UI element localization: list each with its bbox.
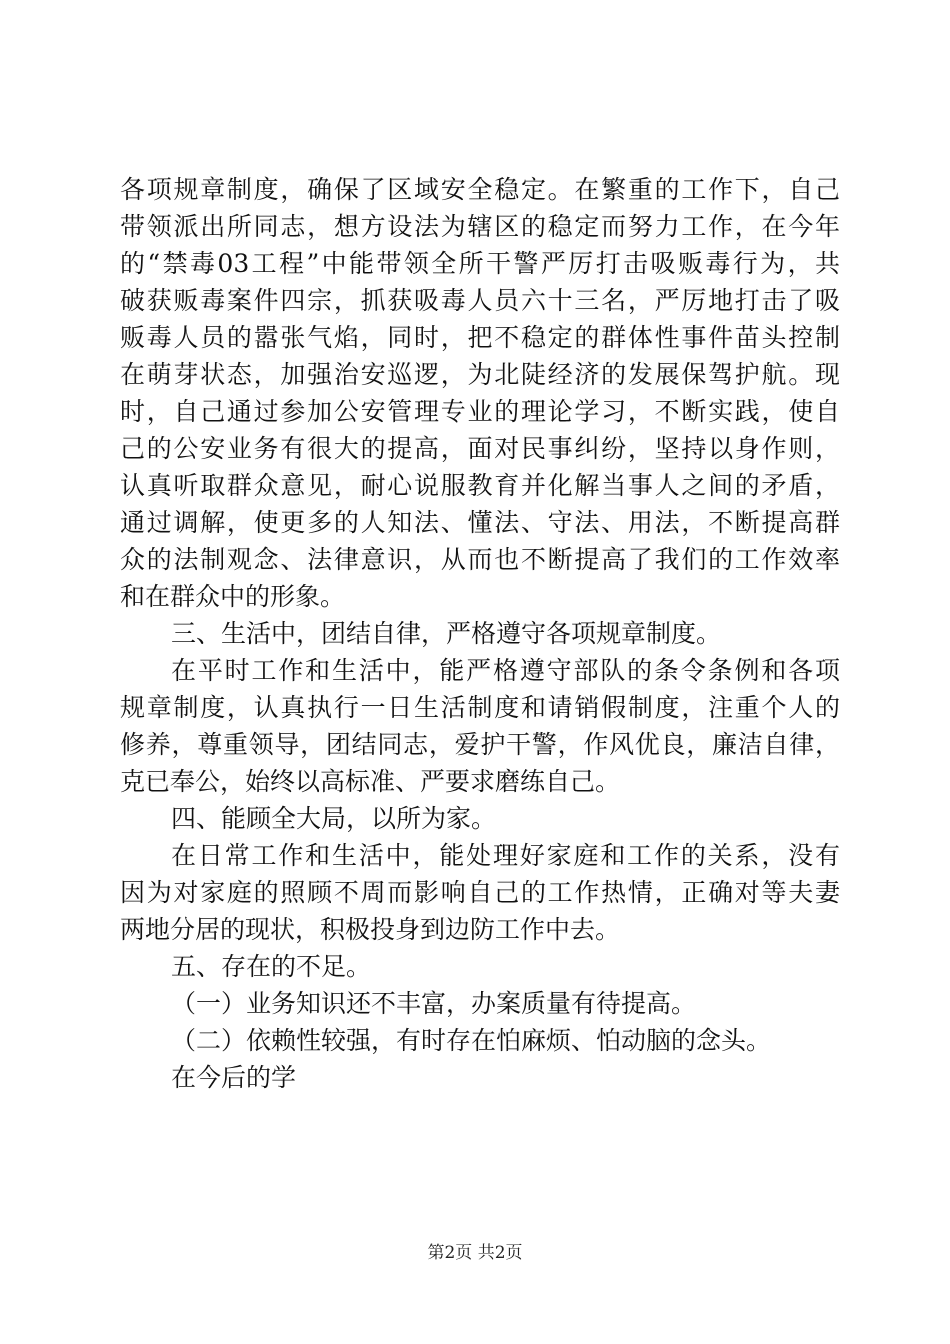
text-line: 在日常工作和生活中，能处理好家庭和工作的关系，没有	[171, 841, 840, 870]
text-line: 在萌芽状态，加强治安巡逻，为北陡经济的发展保驾护航。现	[120, 360, 840, 389]
list-item: （一）业务知识还不丰富，办案质量有待提高。	[171, 989, 697, 1018]
text-line: 带领派出所同志，想方设法为辖区的稳定而努力工作，在今年	[120, 212, 840, 241]
text-line: 认真听取群众意见，耐心说服教育并化解当事人之间的矛盾，	[120, 471, 840, 500]
document-body	[120, 171, 840, 1096]
text-line: 通过调解，使更多的人知法、懂法、守法、用法，不断提高群	[120, 508, 840, 537]
text-line: 时，自己通过参加公安管理专业的理论学习，不断实践，使自	[120, 397, 840, 426]
text-line: 在今后的学	[171, 1063, 297, 1092]
text-line: 修养，尊重领导，团结同志，爱护干警，作风优良，廉洁自律，	[120, 730, 840, 759]
text-line: 的“禁毒03工程”中能带领全所干警严厉打击吸贩毒行为，共	[120, 249, 840, 278]
list-item: （二）依赖性较强，有时存在怕麻烦、怕动脑的念头。	[171, 1026, 772, 1055]
text-line: 贩毒人员的嚣张气焰，同时，把不稳定的群体性事件苗头控制	[120, 323, 840, 352]
text-line: 规章制度，认真执行一日生活制度和请销假制度，注重个人的	[120, 693, 840, 722]
text-line: 和在群众中的形象。	[120, 582, 346, 611]
text-line: 克已奉公，始终以高标准、严要求磨练自己。	[120, 767, 621, 796]
text-line: 在平时工作和生活中，能严格遵守部队的条令条例和各项	[171, 656, 840, 685]
text-line: 各项规章制度，确保了区域安全稳定。在繁重的工作下，自己	[120, 175, 840, 204]
page-footer: 第2页 共2页	[427, 1243, 523, 1263]
text-line: 因为对家庭的照顾不周而影响自己的工作热情，正确对等夫妻	[120, 878, 840, 907]
text-line: 己的公安业务有很大的提高，面对民事纠纷，坚持以身作则，	[120, 434, 840, 463]
text-line: 两地分居的现状，积极投身到边防工作中去。	[120, 915, 621, 944]
text-line: 众的法制观念、法律意识，从而也不断提高了我们的工作效率	[120, 545, 840, 574]
text-line: 破获贩毒案件四宗，抓获吸毒人员六十三名，严厉地打击了吸	[120, 286, 840, 315]
section-heading: 四、能顾全大局，以所为家。	[171, 804, 497, 833]
section-heading: 五、存在的不足。	[171, 952, 372, 981]
section-heading: 三、生活中，团结自律，严格遵守各项规章制度。	[171, 619, 722, 648]
